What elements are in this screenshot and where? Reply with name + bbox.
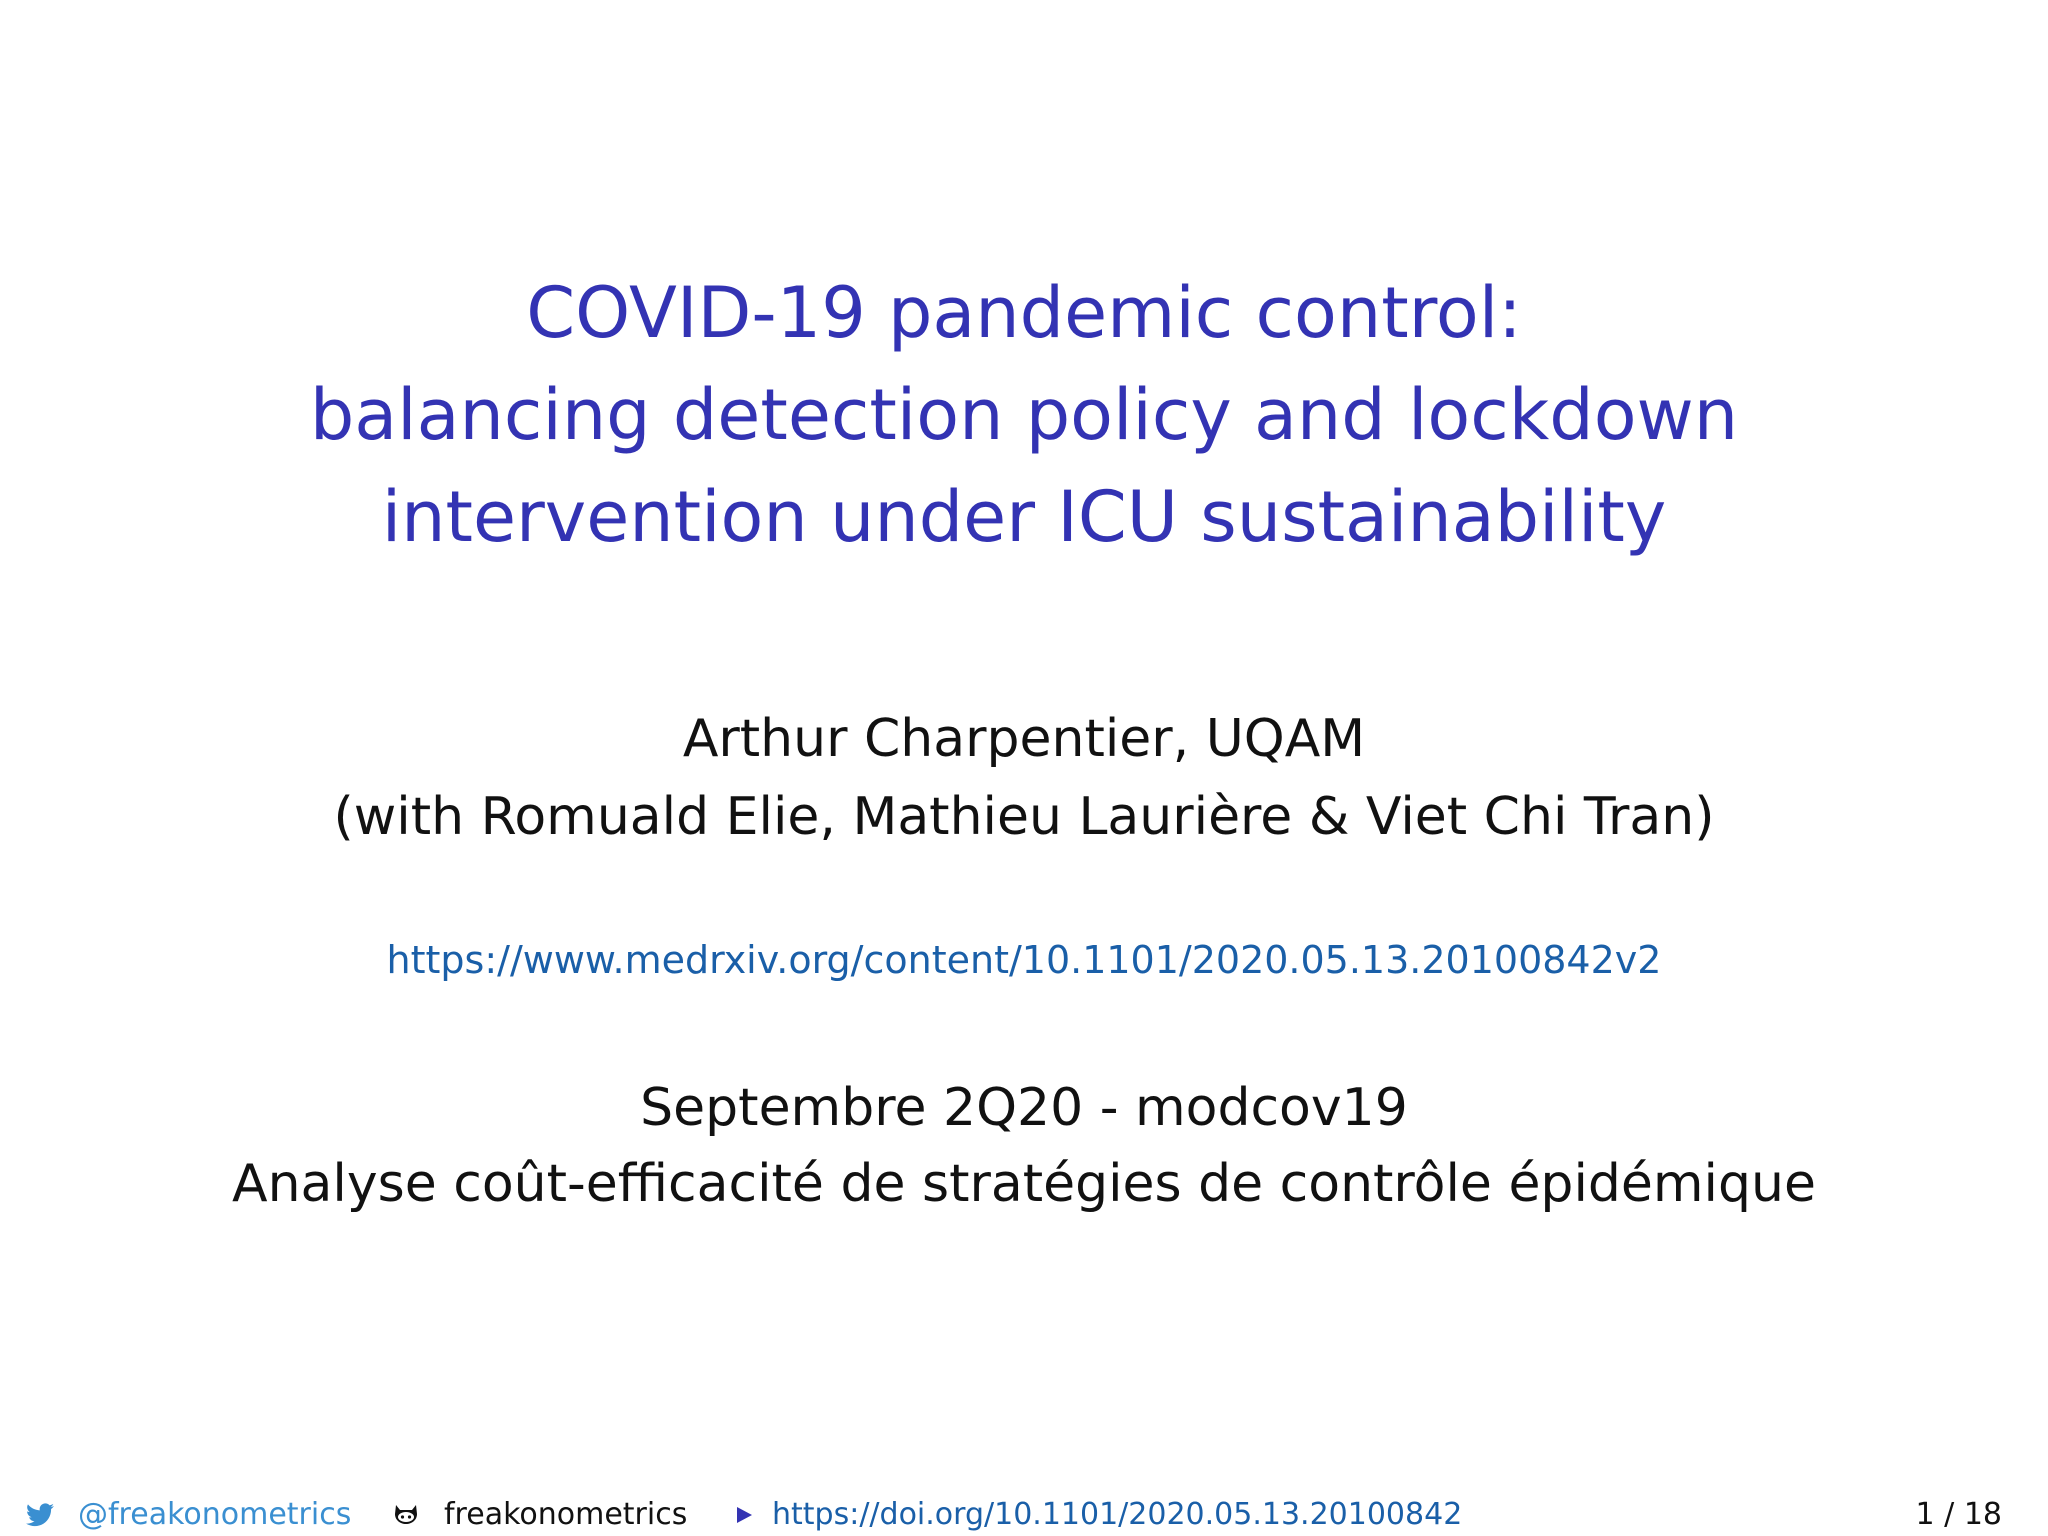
- event-block: [0, 1070, 2048, 1222]
- title-line-3: intervention under ICU sustainability: [381, 476, 1667, 558]
- event-subtitle: Analyse coût-efficacité de stratégies de contrôle épidémique: [232, 1154, 1816, 1214]
- slide-title: [0, 262, 2048, 568]
- title-line-2: balancing detection policy and lockdown: [309, 374, 1739, 456]
- twitter-handle-link[interactable]: @freakonometrics: [78, 1497, 352, 1532]
- play-arrow-icon: [734, 1494, 758, 1536]
- paper-url-link[interactable]: https://www.medrxiv.org/content/10.1101/2020.05.13.20100842v2: [386, 938, 1662, 982]
- title-line-1: COVID-19 pandemic control:: [526, 272, 1522, 354]
- slide-footer: [0, 1494, 2048, 1536]
- event-line: Septembre 2Q20 - modcov19: [640, 1078, 1408, 1138]
- github-octocat-icon: [392, 1494, 422, 1536]
- coauthors: (with Romuald Elie, Mathieu Laurière & Viet Chi Tran): [333, 787, 1715, 847]
- page-counter: 1 / 18: [1915, 1497, 2002, 1532]
- author-block: [0, 700, 2048, 856]
- author-name: Arthur Charpentier, UQAM: [682, 709, 1366, 769]
- twitter-bird-icon: [26, 1494, 56, 1536]
- doi-link[interactable]: https://doi.org/10.1101/2020.05.13.20100842: [772, 1497, 1463, 1532]
- github-username-link[interactable]: freakonometrics: [444, 1497, 688, 1532]
